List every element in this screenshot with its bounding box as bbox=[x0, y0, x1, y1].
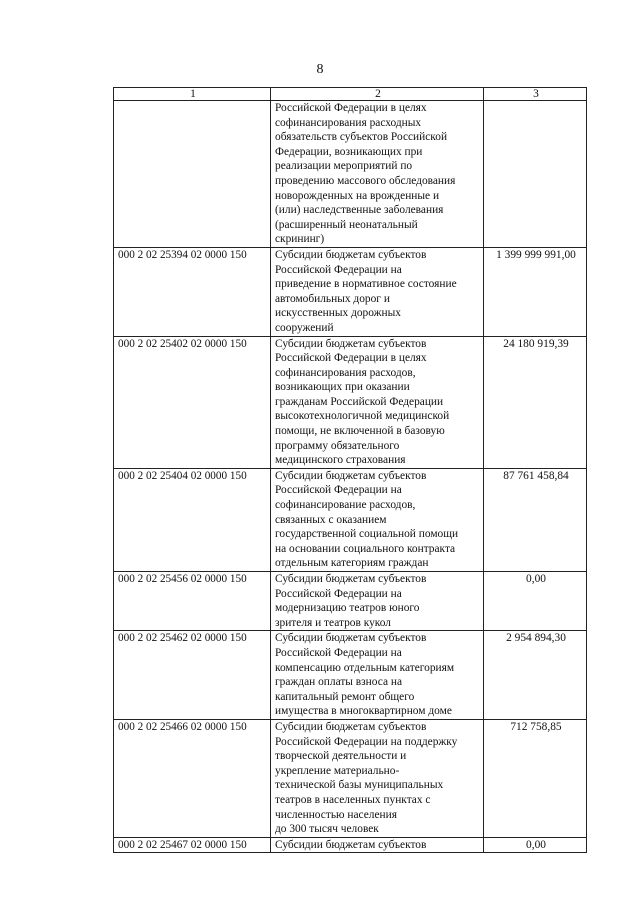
revenue-amount-cell bbox=[484, 101, 587, 248]
revenue-description-cell: Субсидии бюджетам субъектов Российской Федерации в целях софинансирования расходов, возникающих при оказании гражданам Российской Федерации высокотехнологичной медицинской помощи, не включенной в базовую программу обязательного медицинского страхования bbox=[271, 336, 484, 468]
page-number: 8 bbox=[316, 62, 324, 77]
revenue-amount-cell: 2 954 894,30 bbox=[484, 631, 587, 720]
budget-revenue-table bbox=[113, 87, 587, 853]
revenue-amount-cell: 0,00 bbox=[484, 572, 587, 631]
revenue-description-cell: Российской Федерации в целях софинансирования расходных обязательств субъектов Российской Федерации, возникающих при реализации мероприятий по проведению массового обследования новорожденных на врожденные и (или) наследственные заболевания (расширенный неонатальный скрининг) bbox=[271, 101, 484, 248]
revenue-amount-cell: 87 761 458,84 bbox=[484, 468, 587, 571]
table-row bbox=[114, 719, 587, 837]
column-header-code: 1 bbox=[114, 88, 271, 101]
column-header-description: 2 bbox=[271, 88, 484, 101]
table-row bbox=[114, 468, 587, 571]
table-row bbox=[114, 572, 587, 631]
revenue-code-cell: 000 2 02 25404 02 0000 150 bbox=[114, 468, 271, 571]
revenue-amount-cell: 24 180 919,39 bbox=[484, 336, 587, 468]
revenue-description-cell: Субсидии бюджетам субъектов Российской Федерации на модернизацию театров юного зрителя и театров кукол bbox=[271, 572, 484, 631]
revenue-code-cell: 000 2 02 25466 02 0000 150 bbox=[114, 719, 271, 837]
table-header-row bbox=[114, 88, 587, 101]
revenue-code-cell: 000 2 02 25456 02 0000 150 bbox=[114, 572, 271, 631]
revenue-code-cell bbox=[114, 101, 271, 248]
revenue-description-cell: Субсидии бюджетам субъектов Российской Федерации на поддержку творческой деятельности и укрепление материально- технической базы муниципальных театров в населенных пунктах с численностью населения до 300 тысяч человек bbox=[271, 719, 484, 837]
revenue-code-cell: 000 2 02 25394 02 0000 150 bbox=[114, 247, 271, 336]
revenue-code-cell: 000 2 02 25402 02 0000 150 bbox=[114, 336, 271, 468]
column-header-amount: 3 bbox=[484, 88, 587, 101]
table-row bbox=[114, 837, 587, 853]
revenue-amount-cell: 1 399 999 991,00 bbox=[484, 247, 587, 336]
revenue-description-cell: Субсидии бюджетам субъектов bbox=[271, 837, 484, 853]
table-row bbox=[114, 336, 587, 468]
table-row bbox=[114, 101, 587, 248]
table-row bbox=[114, 631, 587, 720]
revenue-amount-cell: 0,00 bbox=[484, 837, 587, 853]
revenue-code-cell: 000 2 02 25462 02 0000 150 bbox=[114, 631, 271, 720]
revenue-amount-cell: 712 758,85 bbox=[484, 719, 587, 837]
revenue-description-cell: Субсидии бюджетам субъектов Российской Федерации на софинансирование расходов, связанных с оказанием государственной социальной помощи на основании социального контракта отдельным категориям граждан bbox=[271, 468, 484, 571]
table-row bbox=[114, 247, 587, 336]
revenue-code-cell: 000 2 02 25467 02 0000 150 bbox=[114, 837, 271, 853]
revenue-description-cell: Субсидии бюджетам субъектов Российской Федерации на компенсацию отдельным категориям граждан оплаты взноса на капитальный ремонт общего имущества в многоквартирном доме bbox=[271, 631, 484, 720]
revenue-description-cell: Субсидии бюджетам субъектов Российской Федерации на приведение в нормативное состояние автомобильных дорог и искусственных дорожных сооружений bbox=[271, 247, 484, 336]
